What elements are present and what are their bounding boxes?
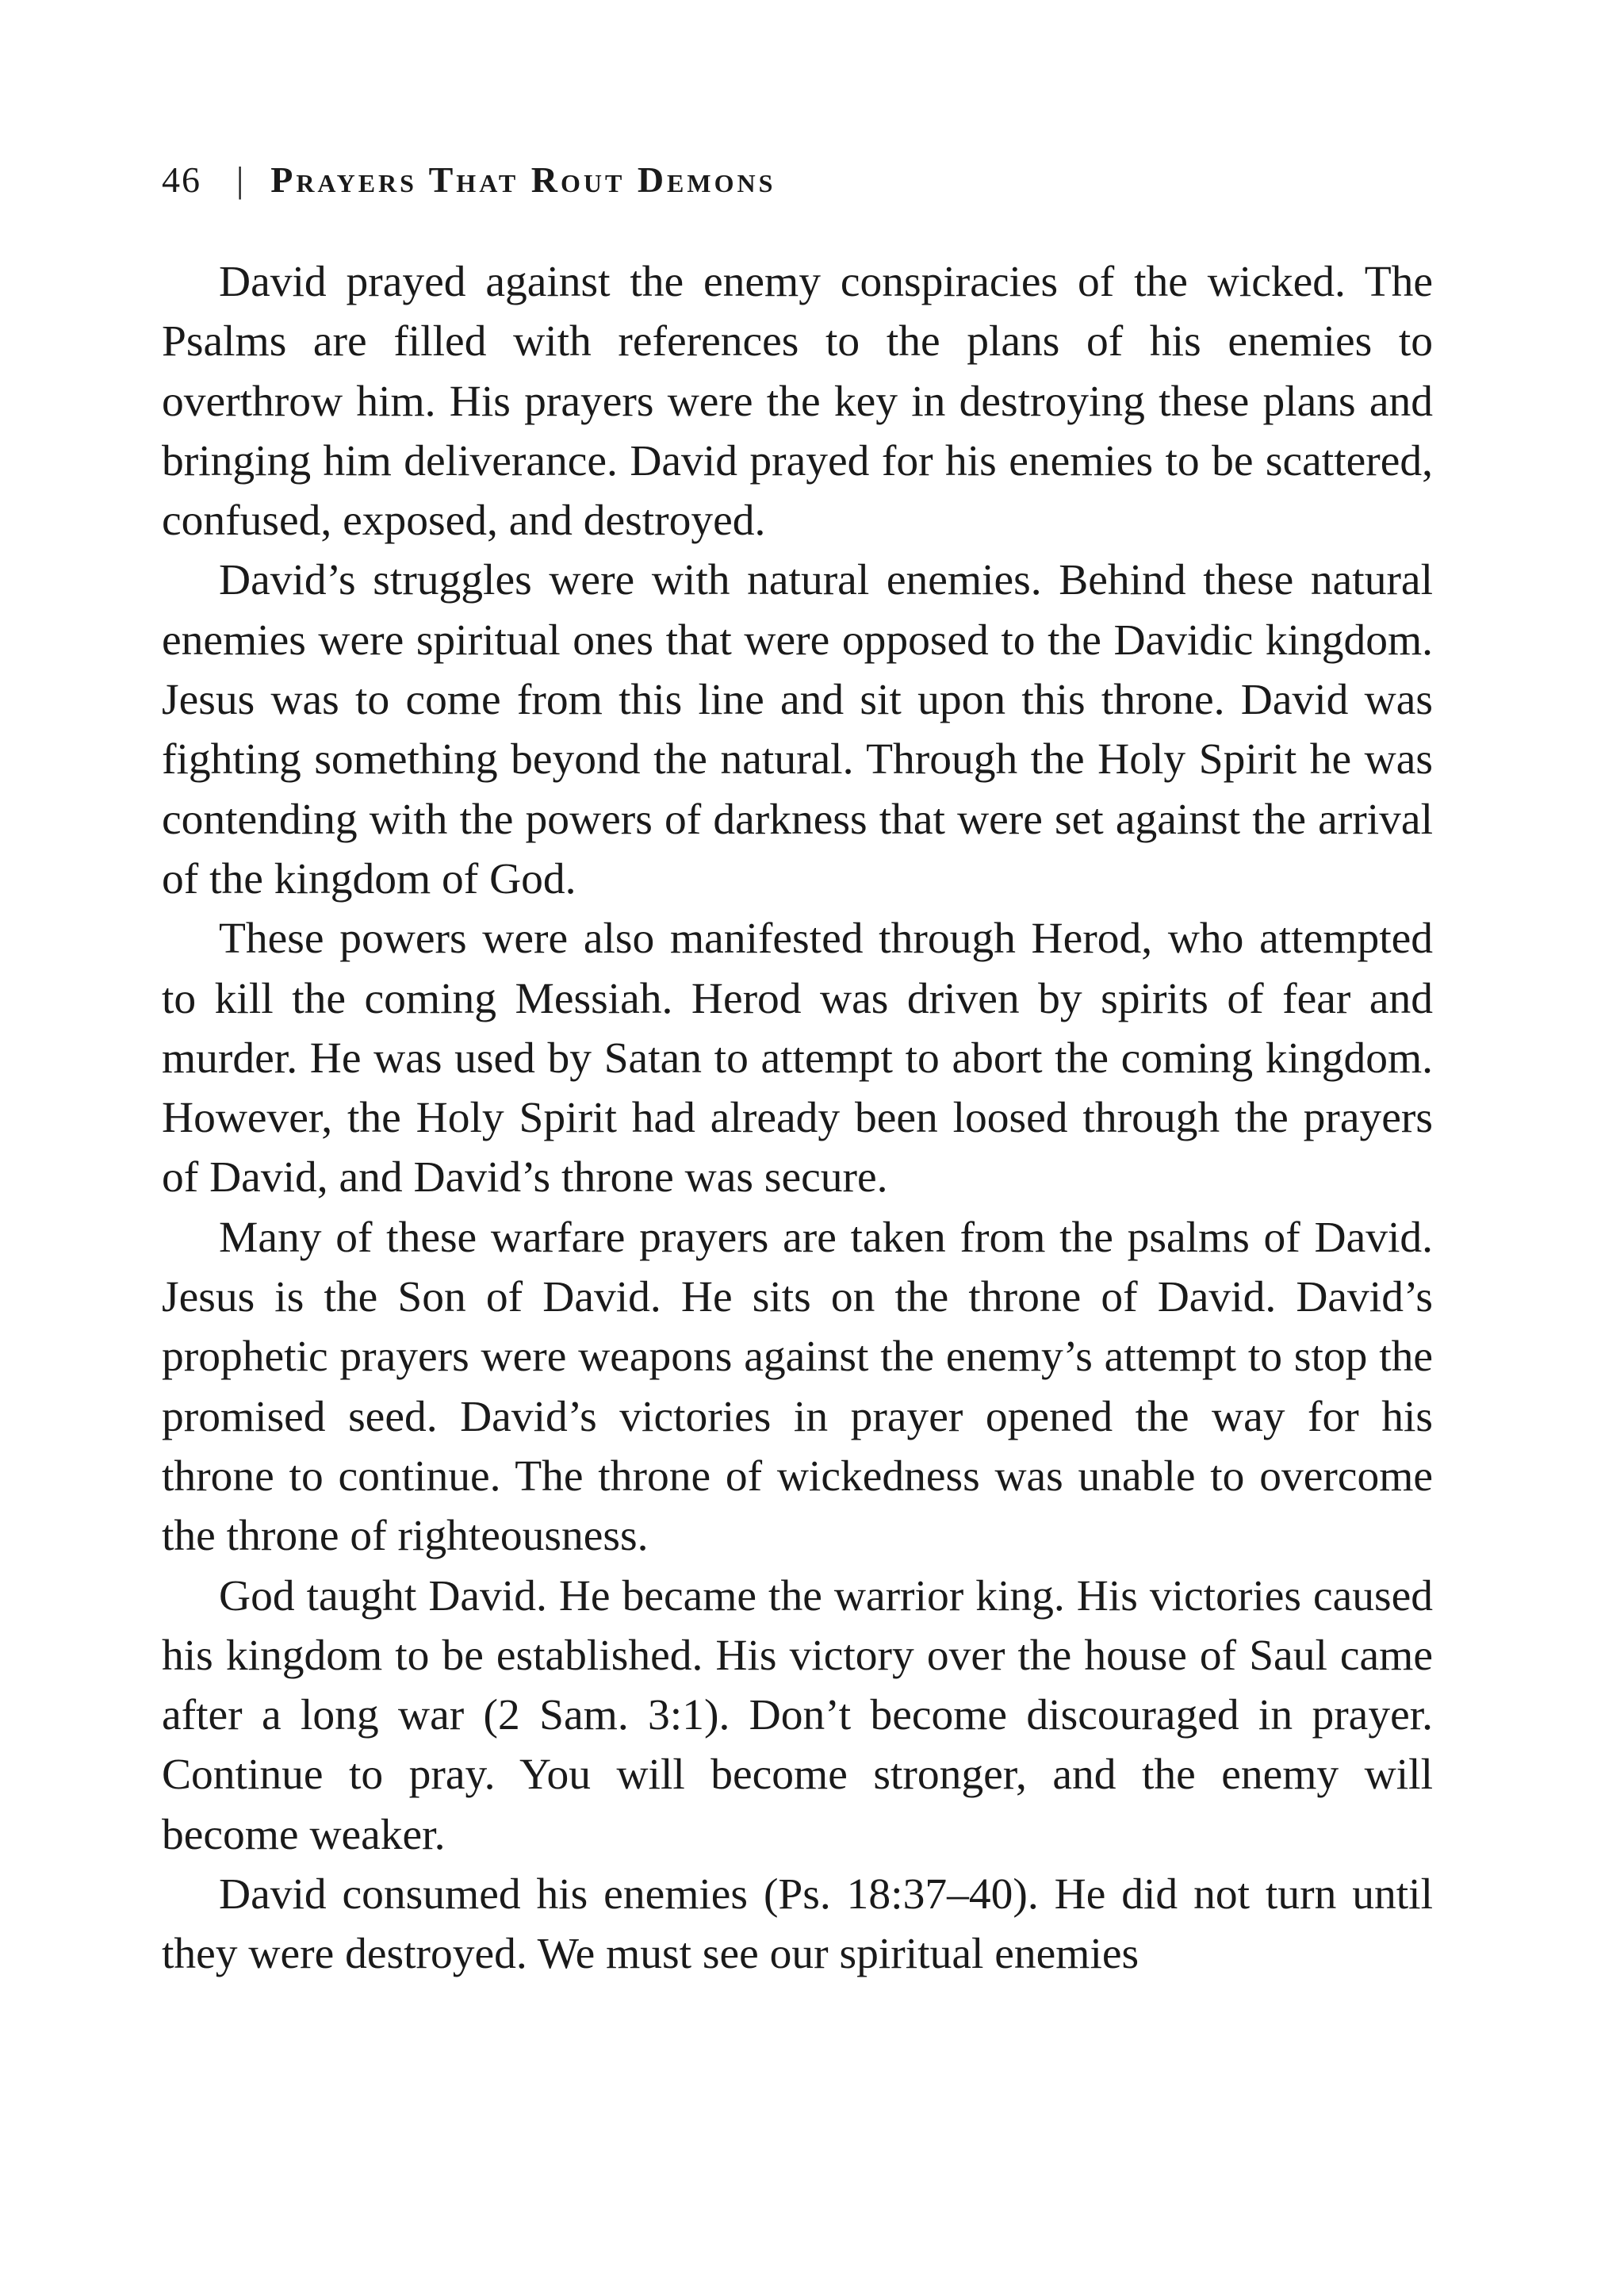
- paragraph: These powers were also manifested through Herod, who attempted to kill the coming Messiah. Herod was driven by spirits of fear and murder. He was used by Satan to attempt to abort the coming kingdom. However, the Holy Spirit had already been loosed through the prayers of David, and David’s throne was secure.: [162, 915, 1433, 1202]
- header-separator: |: [236, 159, 244, 200]
- paragraph: God taught David. He became the warrior king. His victories caused his kingdom to be established. His victory over the house of Saul came after a long war (2 Sam. 3:1). Don’t become discouraged in prayer. Continue to pray. You will become stronger, and the enemy will become weaker.: [162, 1571, 1433, 1859]
- body-text: [162, 252, 1433, 1984]
- running-head: [162, 159, 1462, 214]
- paragraph: David’s struggles were with natural enemies. Behind these natural enemies were spiritual ones that were opposed to the Davidic kingdom. Jesus was to come from this line and sit upon this throne. David was fighting something beyond the natural. Through the Holy Spirit he was contending with the powers of darkness that were set against the arrival of the kingdom of God.: [162, 556, 1433, 903]
- paragraph: David prayed against the enemy conspiracies of the wicked. The Psalms are filled with references to the plans of his enemies to overthrow him. His prayers were the key in destroying these plans and bringing him deliverance. David prayed for his enemies to be scattered, confused, exposed, and destroyed.: [162, 258, 1433, 546]
- page-number: 46: [162, 159, 201, 200]
- book-title: Prayers That Rout Demons: [270, 159, 776, 200]
- paragraph: Many of these warfare prayers are taken from the psalms of David. Jesus is the Son of David. He sits on the throne of David. David’s prophetic prayers were weapons against the enemy’s attempt to stop the promised seed. David’s victories in prayer opened the way for his throne to continue. The throne of wickedness was unable to overcome the throne of righteousness.: [162, 1213, 1433, 1561]
- paragraph: David consumed his enemies (Ps. 18:37–40). He did not turn until they were destroyed. We must see our spiritual enemies: [162, 1870, 1433, 1979]
